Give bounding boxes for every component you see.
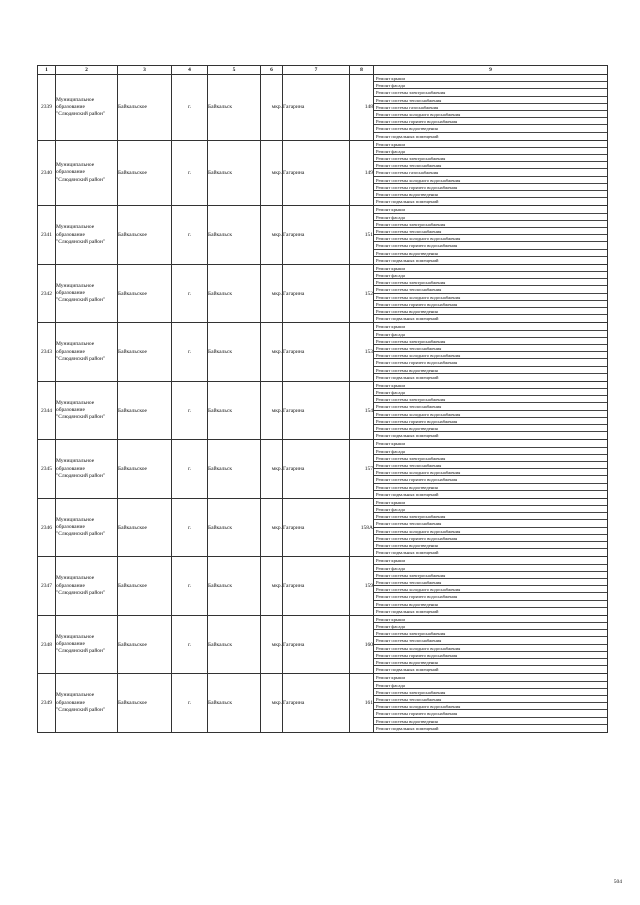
locality-cell: Байкальск bbox=[208, 498, 261, 557]
work-item: Ремонт системы горячего водоснабжения bbox=[374, 184, 607, 191]
work-item: Ремонт системы газоснабжения bbox=[374, 104, 607, 111]
street-cell: Гагарина bbox=[283, 381, 350, 440]
row-number: 2344 bbox=[38, 381, 56, 440]
work-item: Ремонт крыши bbox=[374, 674, 607, 681]
works-list bbox=[374, 206, 607, 264]
municipality-cell: Муниципальное образование "Слюдянский район" bbox=[56, 674, 118, 733]
locality-type-cell: г. bbox=[172, 557, 208, 616]
works-list bbox=[374, 265, 607, 323]
column-header-6: 6 bbox=[261, 66, 283, 75]
street-type-cell: мкр. bbox=[261, 264, 283, 323]
house-number-cell: 148 bbox=[350, 75, 374, 141]
locality-type-cell: г. bbox=[172, 140, 208, 206]
work-item: Ремонт фасада bbox=[374, 272, 607, 279]
row-number: 2343 bbox=[38, 323, 56, 382]
settlement-cell: Байкальское bbox=[118, 440, 172, 499]
column-header-5: 5 bbox=[208, 66, 261, 75]
settlement-cell: Байкальское bbox=[118, 75, 172, 141]
work-item: Ремонт системы электроснабжения bbox=[374, 221, 607, 228]
work-item: Ремонт системы водоотведения bbox=[374, 125, 607, 132]
work-item: Ремонт системы электроснабжения bbox=[374, 396, 607, 403]
works-cell bbox=[374, 75, 608, 141]
works-cell bbox=[374, 264, 608, 323]
work-item: Ремонт системы газоснабжения bbox=[374, 169, 607, 176]
work-item: Ремонт системы холодного водоснабжения bbox=[374, 411, 607, 418]
work-item: Ремонт системы горячего водоснабжения bbox=[374, 593, 607, 600]
street-type-cell: мкр. bbox=[261, 381, 283, 440]
works-cell bbox=[374, 323, 608, 382]
work-item: Ремонт крыши bbox=[374, 75, 607, 82]
municipality-cell: Муниципальное образование "Слюдянский район" bbox=[56, 264, 118, 323]
work-item: Ремонт системы теплоснабжения bbox=[374, 162, 607, 169]
house-number-cell: 161 bbox=[350, 674, 374, 733]
work-item: Ремонт подвальных помещений bbox=[376, 433, 439, 439]
work-item: Ремонт системы электроснабжения bbox=[374, 89, 607, 96]
work-item: Ремонт фасада bbox=[374, 448, 607, 455]
work-item: Ремонт системы холодного водоснабжения bbox=[374, 352, 607, 359]
municipality-cell: Муниципальное образование "Слюдянский район" bbox=[56, 206, 118, 265]
municipality-cell: Муниципальное образование "Слюдянский район" bbox=[56, 440, 118, 499]
works-list bbox=[374, 323, 607, 381]
municipality-cell: Муниципальное образование "Слюдянский район" bbox=[56, 140, 118, 206]
street-type-cell: мкр. bbox=[261, 75, 283, 141]
municipality-cell: Муниципальное образование "Слюдянский район" bbox=[56, 323, 118, 382]
works-list bbox=[374, 557, 607, 615]
work-item: Ремонт системы теплоснабжения bbox=[374, 228, 607, 235]
work-item: Ремонт системы водоотведения bbox=[374, 425, 607, 432]
street-type-cell: мкр. bbox=[261, 498, 283, 557]
work-item: Ремонт подвальных помещений bbox=[376, 667, 439, 673]
table-row bbox=[38, 615, 608, 674]
row-number: 2342 bbox=[38, 264, 56, 323]
work-item: Ремонт системы водоотведения bbox=[374, 250, 607, 257]
house-number-cell: 151 bbox=[350, 206, 374, 265]
work-item: Ремонт крыши bbox=[374, 557, 607, 564]
street-cell: Гагарина bbox=[283, 140, 350, 206]
work-item: Ремонт крыши bbox=[374, 265, 607, 272]
locality-cell: Байкальск bbox=[208, 75, 261, 141]
work-item: Ремонт системы водоотведения bbox=[374, 659, 607, 666]
work-item: Ремонт системы электроснабжения bbox=[374, 455, 607, 462]
street-type-cell: мкр. bbox=[261, 323, 283, 382]
table-row bbox=[38, 140, 608, 206]
work-item: Ремонт системы водоотведения bbox=[374, 191, 607, 198]
row-number: 2345 bbox=[38, 440, 56, 499]
street-type-cell: мкр. bbox=[261, 440, 283, 499]
street-cell: Гагарина bbox=[283, 674, 350, 733]
column-header-1: 1 bbox=[38, 66, 56, 75]
work-item: Ремонт системы горячего водоснабжения bbox=[374, 242, 607, 249]
work-item: Ремонт подвальных помещений bbox=[376, 608, 439, 614]
locality-cell: Байкальск bbox=[208, 615, 261, 674]
work-item: Ремонт системы водоотведения bbox=[374, 542, 607, 549]
work-item: Ремонт системы холодного водоснабжения bbox=[374, 111, 607, 118]
works-cell bbox=[374, 440, 608, 499]
page-number: 504 bbox=[613, 879, 622, 885]
work-item: Ремонт системы теплоснабжения bbox=[374, 403, 607, 410]
street-type-cell: мкр. bbox=[261, 674, 283, 733]
settlement-cell: Байкальское bbox=[118, 557, 172, 616]
work-item: Ремонт фасада bbox=[374, 682, 607, 689]
work-item: Ремонт системы теплоснабжения bbox=[374, 637, 607, 644]
work-item: Ремонт системы водоотведения bbox=[374, 484, 607, 491]
row-number: 2346 bbox=[38, 498, 56, 557]
work-item: Ремонт системы водоотведения bbox=[374, 601, 607, 608]
row-number: 2339 bbox=[38, 75, 56, 141]
work-item: Ремонт подвальных помещений bbox=[376, 374, 439, 380]
table-row bbox=[38, 440, 608, 499]
locality-type-cell: г. bbox=[172, 498, 208, 557]
work-item: Ремонт системы холодного водоснабжения bbox=[374, 469, 607, 476]
column-header-7: 7 bbox=[283, 66, 350, 75]
work-item: Ремонт подвальных помещений bbox=[376, 257, 439, 263]
work-item: Ремонт системы холодного водоснабжения bbox=[374, 645, 607, 652]
locality-cell: Байкальск bbox=[208, 440, 261, 499]
work-item: Ремонт фасада bbox=[374, 565, 607, 572]
locality-cell: Байкальск bbox=[208, 206, 261, 265]
work-item: Ремонт системы холодного водоснабжения bbox=[374, 177, 607, 184]
house-number-cell: 160 bbox=[350, 615, 374, 674]
work-item: Ремонт системы теплоснабжения bbox=[374, 520, 607, 527]
table-row bbox=[38, 557, 608, 616]
work-item: Ремонт системы горячего водоснабжения bbox=[374, 418, 607, 425]
municipality-cell: Муниципальное образование "Слюдянский район" bbox=[56, 557, 118, 616]
work-item: Ремонт крыши bbox=[374, 382, 607, 389]
works-list bbox=[374, 616, 607, 674]
street-cell: Гагарина bbox=[283, 498, 350, 557]
house-number-cell: 157 bbox=[350, 440, 374, 499]
table-header-row bbox=[38, 66, 608, 75]
table-row bbox=[38, 323, 608, 382]
row-number: 2348 bbox=[38, 615, 56, 674]
work-item: Ремонт системы горячего водоснабжения bbox=[374, 535, 607, 542]
work-item: Ремонт крыши bbox=[374, 206, 607, 213]
locality-type-cell: г. bbox=[172, 615, 208, 674]
work-item: Ремонт системы водоотведения bbox=[374, 367, 607, 374]
table-row bbox=[38, 75, 608, 141]
work-item: Ремонт системы холодного водоснабжения bbox=[374, 235, 607, 242]
locality-cell: Байкальск bbox=[208, 140, 261, 206]
works-cell bbox=[374, 615, 608, 674]
works-list bbox=[374, 382, 607, 440]
works-list bbox=[374, 75, 607, 140]
locality-type-cell: г. bbox=[172, 674, 208, 733]
work-item: Ремонт фасада bbox=[374, 389, 607, 396]
work-item: Ремонт системы водоотведения bbox=[374, 718, 607, 725]
work-item: Ремонт системы холодного водоснабжения bbox=[374, 528, 607, 535]
work-item: Ремонт системы электроснабжения bbox=[374, 155, 607, 162]
house-number-cell: 158А bbox=[350, 498, 374, 557]
house-number-cell: 149 bbox=[350, 140, 374, 206]
municipality-cell: Муниципальное образование "Слюдянский район" bbox=[56, 381, 118, 440]
work-item: Ремонт крыши bbox=[374, 141, 607, 148]
work-item: Ремонт системы горячего водоснабжения bbox=[374, 301, 607, 308]
locality-type-cell: г. bbox=[172, 206, 208, 265]
table-body bbox=[38, 75, 608, 733]
work-item: Ремонт крыши bbox=[374, 499, 607, 506]
row-number: 2341 bbox=[38, 206, 56, 265]
table-row bbox=[38, 206, 608, 265]
settlement-cell: Байкальское bbox=[118, 140, 172, 206]
locality-type-cell: г. bbox=[172, 440, 208, 499]
settlement-cell: Байкальское bbox=[118, 615, 172, 674]
work-item: Ремонт подвальных помещений bbox=[376, 316, 439, 322]
house-number-cell: 153 bbox=[350, 323, 374, 382]
works-cell bbox=[374, 498, 608, 557]
works-list bbox=[374, 141, 607, 206]
street-cell: Гагарина bbox=[283, 75, 350, 141]
street-cell: Гагарина bbox=[283, 264, 350, 323]
works-list bbox=[374, 440, 607, 498]
column-header-8: 8 bbox=[350, 66, 374, 75]
work-item: Ремонт системы теплоснабжения bbox=[374, 286, 607, 293]
work-item: Ремонт системы теплоснабжения bbox=[374, 97, 607, 104]
column-header-4: 4 bbox=[172, 66, 208, 75]
street-cell: Гагарина bbox=[283, 440, 350, 499]
work-item: Ремонт фасада bbox=[374, 331, 607, 338]
work-item: Ремонт системы электроснабжения bbox=[374, 630, 607, 637]
work-item: Ремонт системы горячего водоснабжения bbox=[374, 652, 607, 659]
settlement-cell: Байкальское bbox=[118, 206, 172, 265]
work-item: Ремонт системы теплоснабжения bbox=[374, 462, 607, 469]
work-item: Ремонт фасада bbox=[374, 214, 607, 221]
registry-table bbox=[37, 65, 608, 733]
work-item: Ремонт фасада bbox=[374, 506, 607, 513]
street-type-cell: мкр. bbox=[261, 206, 283, 265]
locality-cell: Байкальск bbox=[208, 264, 261, 323]
street-cell: Гагарина bbox=[283, 615, 350, 674]
municipality-cell: Муниципальное образование "Слюдянский район" bbox=[56, 615, 118, 674]
house-number-cell: 154 bbox=[350, 381, 374, 440]
work-item: Ремонт системы электроснабжения bbox=[374, 279, 607, 286]
locality-type-cell: г. bbox=[172, 264, 208, 323]
work-item: Ремонт системы холодного водоснабжения bbox=[374, 294, 607, 301]
work-item: Ремонт системы водоотведения bbox=[374, 308, 607, 315]
street-type-cell: мкр. bbox=[261, 557, 283, 616]
table-row bbox=[38, 381, 608, 440]
work-item: Ремонт подвальных помещений bbox=[376, 133, 439, 139]
work-item: Ремонт системы горячего водоснабжения bbox=[374, 710, 607, 717]
locality-type-cell: г. bbox=[172, 381, 208, 440]
house-number-cell: 159 bbox=[350, 557, 374, 616]
settlement-cell: Байкальское bbox=[118, 674, 172, 733]
table-row bbox=[38, 498, 608, 557]
table-row bbox=[38, 264, 608, 323]
work-item: Ремонт системы теплоснабжения bbox=[374, 345, 607, 352]
work-item: Ремонт фасада bbox=[374, 148, 607, 155]
work-item: Ремонт крыши bbox=[374, 440, 607, 447]
works-cell bbox=[374, 140, 608, 206]
work-item: Ремонт крыши bbox=[374, 323, 607, 330]
work-item: Ремонт системы электроснабжения bbox=[374, 689, 607, 696]
street-cell: Гагарина bbox=[283, 557, 350, 616]
work-item: Ремонт системы электроснабжения bbox=[374, 338, 607, 345]
column-header-3: 3 bbox=[118, 66, 172, 75]
table-row bbox=[38, 674, 608, 733]
row-number: 2349 bbox=[38, 674, 56, 733]
works-list bbox=[374, 499, 607, 557]
column-header-2: 2 bbox=[56, 66, 118, 75]
work-item: Ремонт системы электроснабжения bbox=[374, 513, 607, 520]
work-item: Ремонт системы холодного водоснабжения bbox=[374, 586, 607, 593]
settlement-cell: Байкальское bbox=[118, 323, 172, 382]
street-cell: Гагарина bbox=[283, 206, 350, 265]
work-item: Ремонт системы теплоснабжения bbox=[374, 579, 607, 586]
locality-cell: Байкальск bbox=[208, 323, 261, 382]
work-item: Ремонт подвальных помещений bbox=[376, 550, 439, 556]
work-item: Ремонт системы горячего водоснабжения bbox=[374, 476, 607, 483]
works-list bbox=[374, 674, 607, 732]
municipality-cell: Муниципальное образование "Слюдянский район" bbox=[56, 498, 118, 557]
work-item: Ремонт системы теплоснабжения bbox=[374, 696, 607, 703]
works-cell bbox=[374, 557, 608, 616]
column-header-9: 9 bbox=[374, 66, 608, 75]
work-item: Ремонт подвальных помещений bbox=[376, 491, 439, 497]
work-item: Ремонт крыши bbox=[374, 616, 607, 623]
settlement-cell: Байкальское bbox=[118, 264, 172, 323]
works-cell bbox=[374, 674, 608, 733]
work-item: Ремонт подвальных помещений bbox=[376, 199, 439, 205]
work-item: Ремонт системы горячего водоснабжения bbox=[374, 359, 607, 366]
municipality-cell: Муниципальное образование "Слюдянский район" bbox=[56, 75, 118, 141]
work-item: Ремонт фасада bbox=[374, 82, 607, 89]
locality-type-cell: г. bbox=[172, 75, 208, 141]
street-cell: Гагарина bbox=[283, 323, 350, 382]
locality-cell: Байкальск bbox=[208, 381, 261, 440]
settlement-cell: Байкальское bbox=[118, 498, 172, 557]
work-item: Ремонт системы холодного водоснабжения bbox=[374, 703, 607, 710]
settlement-cell: Байкальское bbox=[118, 381, 172, 440]
works-cell bbox=[374, 381, 608, 440]
house-number-cell: 152 bbox=[350, 264, 374, 323]
street-type-cell: мкр. bbox=[261, 140, 283, 206]
work-item: Ремонт системы горячего водоснабжения bbox=[374, 118, 607, 125]
street-type-cell: мкр. bbox=[261, 615, 283, 674]
work-item: Ремонт фасада bbox=[374, 623, 607, 630]
row-number: 2340 bbox=[38, 140, 56, 206]
work-item: Ремонт системы электроснабжения bbox=[374, 572, 607, 579]
row-number: 2347 bbox=[38, 557, 56, 616]
locality-cell: Байкальск bbox=[208, 557, 261, 616]
works-cell bbox=[374, 206, 608, 265]
locality-type-cell: г. bbox=[172, 323, 208, 382]
work-item: Ремонт подвальных помещений bbox=[376, 725, 439, 731]
locality-cell: Байкальск bbox=[208, 674, 261, 733]
